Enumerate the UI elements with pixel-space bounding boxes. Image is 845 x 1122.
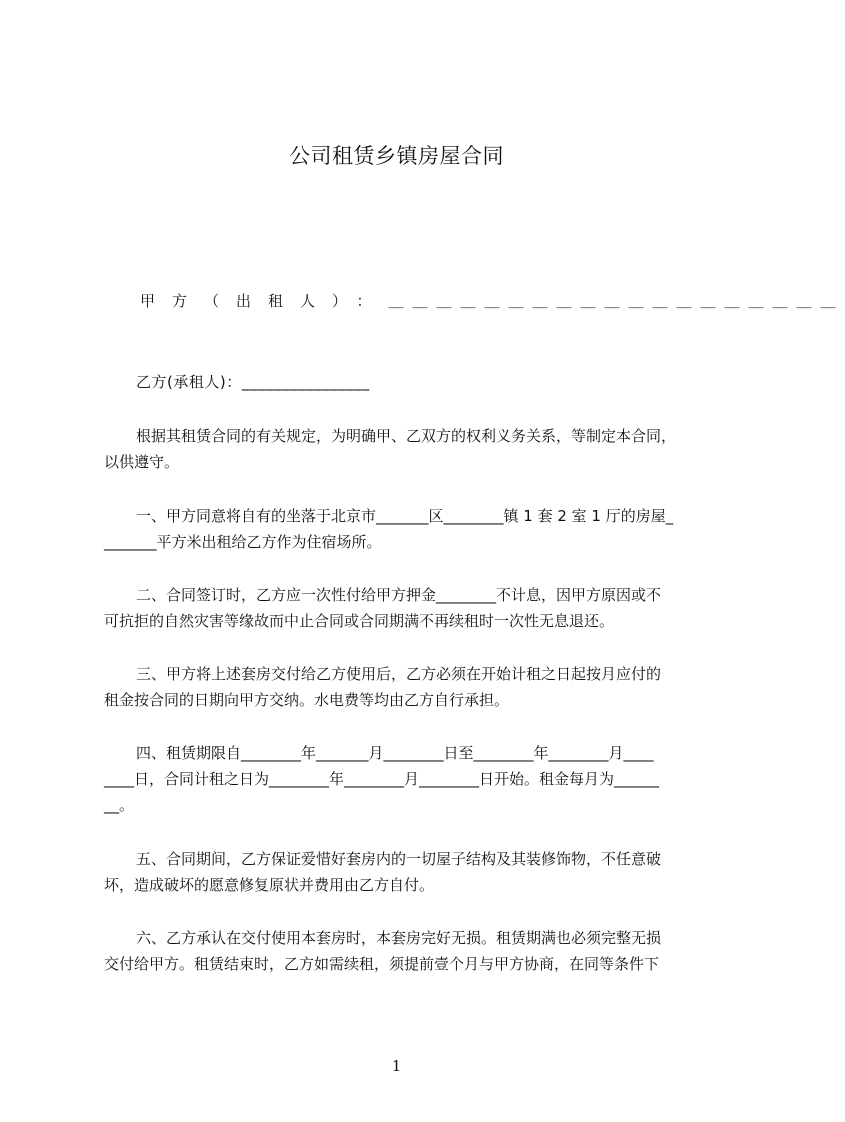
clause-6-paragraph — [104, 925, 704, 977]
clause-line: 四、租赁期限自________年_______月________日至________年________月____ — [136, 744, 654, 762]
clause-line: 二、合同签订时，乙方应一次性付给甲方押金________不计息，因甲方原因或不 — [136, 586, 662, 604]
party-a-label: 甲方（出租人）： — [140, 292, 389, 310]
clause-line: 五、合同期间，乙方保证爱惜好套房内的一切屋子结构及其装修饰物，不任意破 — [136, 850, 662, 868]
clause-3-paragraph — [104, 661, 704, 713]
preamble-line: 根据其租赁合同的有关规定，为明确甲、乙双方的权利义务关系，等制定本合同， — [136, 427, 677, 445]
clause-line: 租金按合同的日期向甲方交纳。水电费等均由乙方自行承担。 — [104, 691, 510, 709]
clause-line: ____日，合同计租之日为________年________月________日开始。租金每月为______ — [104, 770, 660, 788]
clause-line: 坏，造成破坏的愿意修复原状并费用由乙方自付。 — [104, 876, 435, 894]
clause-line: 可抗拒的自然灾害等缘故而中止合同或合同期满不再续租时一次性无息退还。 — [104, 612, 615, 630]
clause-line: __。 — [104, 796, 135, 814]
preamble-line: 以供遵守。 — [104, 453, 180, 471]
clause-line: 一、甲方同意将自有的坐落于北京市_______区________镇 1 套 2 室 1 厅的房屋_ — [136, 507, 674, 525]
clause-line: 交付给甲方。租赁结束时，乙方如需续租，须提前壹个月与甲方协商，在同等条件下 — [104, 955, 660, 973]
document-title: 公司租赁乡镇房屋合同 — [289, 144, 504, 168]
clause-line: 六、乙方承认在交付使用本套房时，本套房完好无损。租赁期满也必须完整无损 — [136, 929, 662, 947]
party-a-blank: ＿＿＿＿＿＿＿＿＿＿＿＿＿＿＿＿＿＿＿ — [388, 292, 845, 310]
party-a-line — [140, 290, 845, 312]
clause-4-paragraph — [104, 740, 704, 818]
clause-5-paragraph — [104, 846, 704, 898]
page-number: 1 — [391, 1057, 402, 1075]
clause-line: 三、甲方将上述套房交付给乙方使用后，乙方必须在开始计租之日起按月应付的 — [136, 665, 662, 683]
party-b-line: 乙方(承租人)：________________ — [136, 373, 370, 391]
clause-line: _______平方米出租给乙方作为住宿场所。 — [104, 533, 382, 551]
preamble-paragraph — [104, 423, 704, 475]
clause-2-paragraph — [104, 582, 704, 634]
clause-1-paragraph — [104, 503, 704, 555]
